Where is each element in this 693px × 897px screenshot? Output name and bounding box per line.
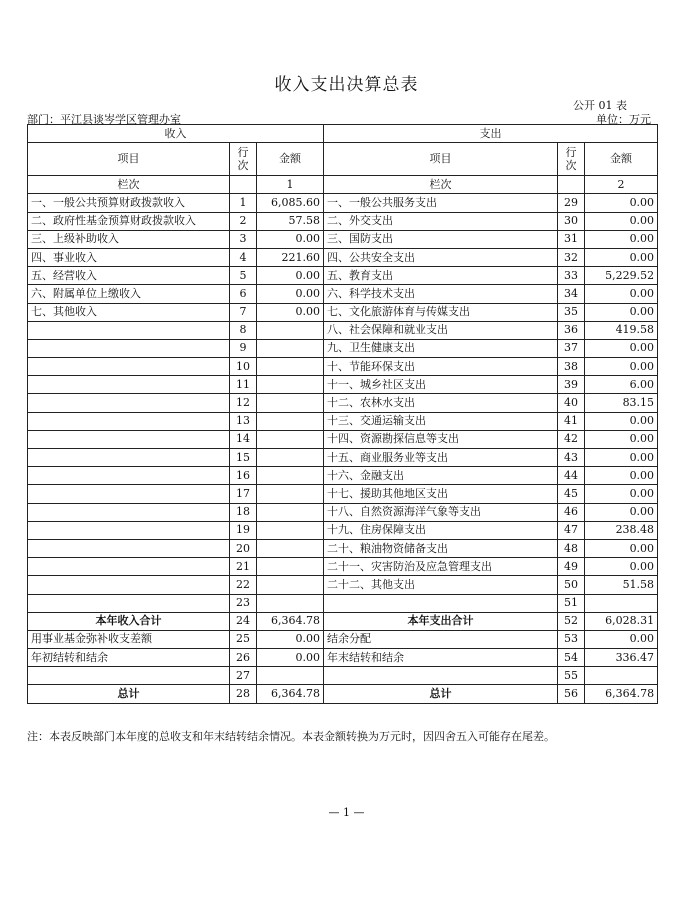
footnote: 注：本表反映部门本年度的总收支和年末结转结余情况。本表金额转换为万元时，因四舍五入可能存在尾差。 — [27, 730, 555, 743]
expense-item-cell: 二十一、灾害防治及应急管理支出 — [324, 558, 558, 576]
income-amount-cell — [257, 376, 324, 394]
expense-line-cell: 47 — [558, 521, 585, 539]
expense-amount-cell: 6.00 — [585, 376, 658, 394]
form-number: 公开 01 表 — [573, 99, 627, 112]
expense-item-cell: 四、公共安全支出 — [324, 248, 558, 266]
expense-line-cell: 35 — [558, 303, 585, 321]
income-amount-cell — [257, 394, 324, 412]
expense-amount-cell: 0.00 — [585, 503, 658, 521]
expense-item-cell: 十五、商业服务业等支出 — [324, 449, 558, 467]
expense-item-header: 项目 — [324, 143, 558, 176]
expense-item-cell: 八、社会保障和就业支出 — [324, 321, 558, 339]
expense-line-cell: 34 — [558, 285, 585, 303]
expense-amount-header: 金额 — [585, 143, 658, 176]
expense-amount-cell: 6,364.78 — [585, 685, 658, 703]
expense-item-cell — [324, 667, 558, 685]
income-line-cell: 22 — [230, 576, 257, 594]
expense-amount-cell: 419.58 — [585, 321, 658, 339]
income-item-cell: 四、事业收入 — [28, 248, 230, 266]
expense-amount-cell: 5,229.52 — [585, 267, 658, 285]
table-row — [28, 594, 658, 612]
table-row — [28, 339, 658, 357]
table-row — [28, 503, 658, 521]
expense-line-cell: 29 — [558, 194, 585, 212]
expense-line-cell: 49 — [558, 558, 585, 576]
income-amount-cell — [257, 503, 324, 521]
income-item-cell: 五、经营收入 — [28, 267, 230, 285]
expense-item-cell: 十三、交通运输支出 — [324, 412, 558, 430]
expense-item-cell: 十六、金融支出 — [324, 467, 558, 485]
expense-item-cell: 十四、资源勘探信息等支出 — [324, 430, 558, 448]
table-row — [28, 576, 658, 594]
income-line-cell: 10 — [230, 358, 257, 376]
table-row — [28, 376, 658, 394]
expense-line-cell: 51 — [558, 594, 585, 612]
expense-item-cell — [324, 594, 558, 612]
expense-line-cell: 33 — [558, 267, 585, 285]
table-row — [28, 358, 658, 376]
expense-amount-cell: 0.00 — [585, 358, 658, 376]
income-item-cell — [28, 321, 230, 339]
expense-line-cell: 50 — [558, 576, 585, 594]
income-line-header: 行次 — [230, 143, 257, 176]
table-row — [28, 612, 658, 630]
income-column-number: 1 — [257, 176, 324, 194]
income-line-cell: 27 — [230, 667, 257, 685]
expense-item-cell: 十、节能环保支出 — [324, 358, 558, 376]
expense-item-cell: 年末结转和结余 — [324, 649, 558, 667]
income-amount-cell: 0.00 — [257, 303, 324, 321]
table-row — [28, 212, 658, 230]
expense-line-cell: 36 — [558, 321, 585, 339]
table-row — [28, 630, 658, 648]
income-amount-cell: 0.00 — [257, 230, 324, 248]
income-item-cell: 本年收入合计 — [28, 612, 230, 630]
income-line-cell: 18 — [230, 503, 257, 521]
income-amount-cell — [257, 485, 324, 503]
income-amount-cell — [257, 430, 324, 448]
expense-item-cell: 本年支出合计 — [324, 612, 558, 630]
expense-item-cell: 九、卫生健康支出 — [324, 339, 558, 357]
expense-amount-cell: 0.00 — [585, 230, 658, 248]
table-row — [28, 412, 658, 430]
expense-amount-cell: 0.00 — [585, 339, 658, 357]
income-amount-cell — [257, 667, 324, 685]
expense-amount-cell: 0.00 — [585, 248, 658, 266]
expense-amount-cell: 51.58 — [585, 576, 658, 594]
expense-line-cell: 45 — [558, 485, 585, 503]
income-line-cell: 1 — [230, 194, 257, 212]
expense-item-cell: 总计 — [324, 685, 558, 703]
expense-item-cell: 二、外交支出 — [324, 212, 558, 230]
expense-line-cell: 54 — [558, 649, 585, 667]
income-line-cell: 28 — [230, 685, 257, 703]
income-line-cell: 4 — [230, 248, 257, 266]
income-item-cell: 六、附属单位上缴收入 — [28, 285, 230, 303]
income-item-cell — [28, 430, 230, 448]
income-amount-cell — [257, 358, 324, 376]
expense-item-cell: 三、国防支出 — [324, 230, 558, 248]
expense-item-cell: 十一、城乡社区支出 — [324, 376, 558, 394]
expense-column-label: 栏次 — [324, 176, 558, 194]
expense-amount-cell: 0.00 — [585, 194, 658, 212]
table-row — [28, 430, 658, 448]
table-row — [28, 485, 658, 503]
income-item-cell — [28, 485, 230, 503]
income-line-cell: 21 — [230, 558, 257, 576]
income-item-cell — [28, 539, 230, 557]
expense-line-cell: 41 — [558, 412, 585, 430]
income-amount-cell — [257, 558, 324, 576]
income-item-cell: 一、一般公共预算财政拨款收入 — [28, 194, 230, 212]
income-line-cell: 9 — [230, 339, 257, 357]
income-line-cell: 8 — [230, 321, 257, 339]
expense-amount-cell: 0.00 — [585, 485, 658, 503]
income-section-header: 收入 — [28, 125, 324, 143]
expense-amount-cell: 0.00 — [585, 285, 658, 303]
table-row — [28, 521, 658, 539]
expense-column-blank — [558, 176, 585, 194]
expense-amount-cell: 0.00 — [585, 303, 658, 321]
expense-column-number: 2 — [585, 176, 658, 194]
income-item-cell: 总计 — [28, 685, 230, 703]
table-row — [28, 303, 658, 321]
income-line-cell: 2 — [230, 212, 257, 230]
expense-line-cell: 38 — [558, 358, 585, 376]
expense-item-cell: 十九、住房保障支出 — [324, 521, 558, 539]
income-item-cell — [28, 503, 230, 521]
income-line-cell: 13 — [230, 412, 257, 430]
expense-line-cell: 40 — [558, 394, 585, 412]
table-row — [28, 267, 658, 285]
income-amount-cell: 0.00 — [257, 649, 324, 667]
income-amount-cell: 6,364.78 — [257, 685, 324, 703]
income-item-cell: 年初结转和结余 — [28, 649, 230, 667]
table-row — [28, 285, 658, 303]
expense-line-cell: 56 — [558, 685, 585, 703]
expense-amount-cell: 0.00 — [585, 558, 658, 576]
income-amount-header: 金额 — [257, 143, 324, 176]
income-line-cell: 15 — [230, 449, 257, 467]
expense-section-header: 支出 — [324, 125, 658, 143]
table-row — [28, 449, 658, 467]
expense-amount-cell: 336.47 — [585, 649, 658, 667]
income-amount-cell — [257, 321, 324, 339]
expense-line-cell: 30 — [558, 212, 585, 230]
table-row — [28, 230, 658, 248]
page-number: — 1 — — [328, 806, 365, 819]
income-item-cell — [28, 412, 230, 430]
table-row — [28, 394, 658, 412]
expense-line-cell: 48 — [558, 539, 585, 557]
table-row — [28, 539, 658, 557]
expense-line-cell: 32 — [558, 248, 585, 266]
expense-item-cell: 二十、粮油物资储备支出 — [324, 539, 558, 557]
expense-line-cell: 39 — [558, 376, 585, 394]
expense-line-header: 行次 — [558, 143, 585, 176]
income-amount-cell — [257, 339, 324, 357]
income-amount-cell — [257, 467, 324, 485]
expense-amount-cell: 0.00 — [585, 430, 658, 448]
income-line-cell: 12 — [230, 394, 257, 412]
income-amount-cell — [257, 521, 324, 539]
expense-item-cell: 六、科学技术支出 — [324, 285, 558, 303]
income-amount-cell: 221.60 — [257, 248, 324, 266]
income-item-cell — [28, 467, 230, 485]
expense-line-cell: 46 — [558, 503, 585, 521]
income-line-cell: 19 — [230, 521, 257, 539]
expense-amount-cell: 0.00 — [585, 412, 658, 430]
income-column-label: 栏次 — [28, 176, 230, 194]
income-item-header: 项目 — [28, 143, 230, 176]
expense-amount-cell: 0.00 — [585, 467, 658, 485]
income-line-cell: 24 — [230, 612, 257, 630]
table-row — [28, 649, 658, 667]
expense-line-cell: 53 — [558, 630, 585, 648]
expense-item-cell: 十二、农林水支出 — [324, 394, 558, 412]
income-line-cell: 5 — [230, 267, 257, 285]
expense-item-cell: 结余分配 — [324, 630, 558, 648]
expense-item-cell: 十八、自然资源海洋气象等支出 — [324, 503, 558, 521]
income-item-cell — [28, 376, 230, 394]
income-item-cell: 三、上级补助收入 — [28, 230, 230, 248]
expense-line-cell: 55 — [558, 667, 585, 685]
expense-item-cell: 十七、援助其他地区支出 — [324, 485, 558, 503]
income-amount-cell: 57.58 — [257, 212, 324, 230]
expense-amount-cell — [585, 594, 658, 612]
income-amount-cell — [257, 412, 324, 430]
income-amount-cell: 6,364.78 — [257, 612, 324, 630]
page-title: 收入支出决算总表 — [274, 75, 419, 95]
income-amount-cell — [257, 576, 324, 594]
department-label: 部门：平江县谈岑学区管理办室 — [27, 113, 181, 126]
expense-amount-cell: 6,028.31 — [585, 612, 658, 630]
income-item-cell — [28, 576, 230, 594]
income-amount-cell: 0.00 — [257, 630, 324, 648]
summary-table — [27, 124, 658, 704]
expense-line-cell: 44 — [558, 467, 585, 485]
income-item-cell — [28, 594, 230, 612]
table-row — [28, 667, 658, 685]
table-row — [28, 194, 658, 212]
expense-item-cell: 二十二、其他支出 — [324, 576, 558, 594]
income-line-cell: 20 — [230, 539, 257, 557]
expense-amount-cell: 0.00 — [585, 449, 658, 467]
income-item-cell — [28, 521, 230, 539]
expense-amount-cell: 0.00 — [585, 539, 658, 557]
expense-item-cell: 七、文化旅游体育与传媒支出 — [324, 303, 558, 321]
table-row — [28, 248, 658, 266]
table-row — [28, 467, 658, 485]
expense-line-cell: 43 — [558, 449, 585, 467]
income-item-cell: 二、政府性基金预算财政拨款收入 — [28, 212, 230, 230]
table-row — [28, 685, 658, 703]
income-line-cell: 26 — [230, 649, 257, 667]
expense-item-cell: 五、教育支出 — [324, 267, 558, 285]
income-item-cell: 七、其他收入 — [28, 303, 230, 321]
income-item-cell — [28, 449, 230, 467]
expense-line-cell: 31 — [558, 230, 585, 248]
income-line-cell: 17 — [230, 485, 257, 503]
income-amount-cell — [257, 449, 324, 467]
income-amount-cell: 0.00 — [257, 267, 324, 285]
income-line-cell: 11 — [230, 376, 257, 394]
unit-label: 单位：万元 — [596, 113, 651, 126]
expense-amount-cell: 0.00 — [585, 630, 658, 648]
income-item-cell — [28, 339, 230, 357]
income-line-cell: 23 — [230, 594, 257, 612]
income-amount-cell — [257, 594, 324, 612]
income-line-cell: 14 — [230, 430, 257, 448]
expense-line-cell: 52 — [558, 612, 585, 630]
income-item-cell: 用事业基金弥补收支差额 — [28, 630, 230, 648]
income-amount-cell: 0.00 — [257, 285, 324, 303]
income-line-cell: 25 — [230, 630, 257, 648]
expense-line-cell: 42 — [558, 430, 585, 448]
table-row — [28, 558, 658, 576]
income-column-blank — [230, 176, 257, 194]
income-amount-cell — [257, 539, 324, 557]
expense-amount-cell: 238.48 — [585, 521, 658, 539]
income-line-cell: 7 — [230, 303, 257, 321]
expense-line-cell: 37 — [558, 339, 585, 357]
income-item-cell — [28, 558, 230, 576]
income-item-cell — [28, 667, 230, 685]
income-item-cell — [28, 358, 230, 376]
expense-item-cell: 一、一般公共服务支出 — [324, 194, 558, 212]
income-line-cell: 6 — [230, 285, 257, 303]
income-amount-cell: 6,085.60 — [257, 194, 324, 212]
expense-amount-cell — [585, 667, 658, 685]
income-line-cell: 3 — [230, 230, 257, 248]
income-item-cell — [28, 394, 230, 412]
expense-amount-cell: 83.15 — [585, 394, 658, 412]
table-row — [28, 321, 658, 339]
income-line-cell: 16 — [230, 467, 257, 485]
expense-amount-cell: 0.00 — [585, 212, 658, 230]
